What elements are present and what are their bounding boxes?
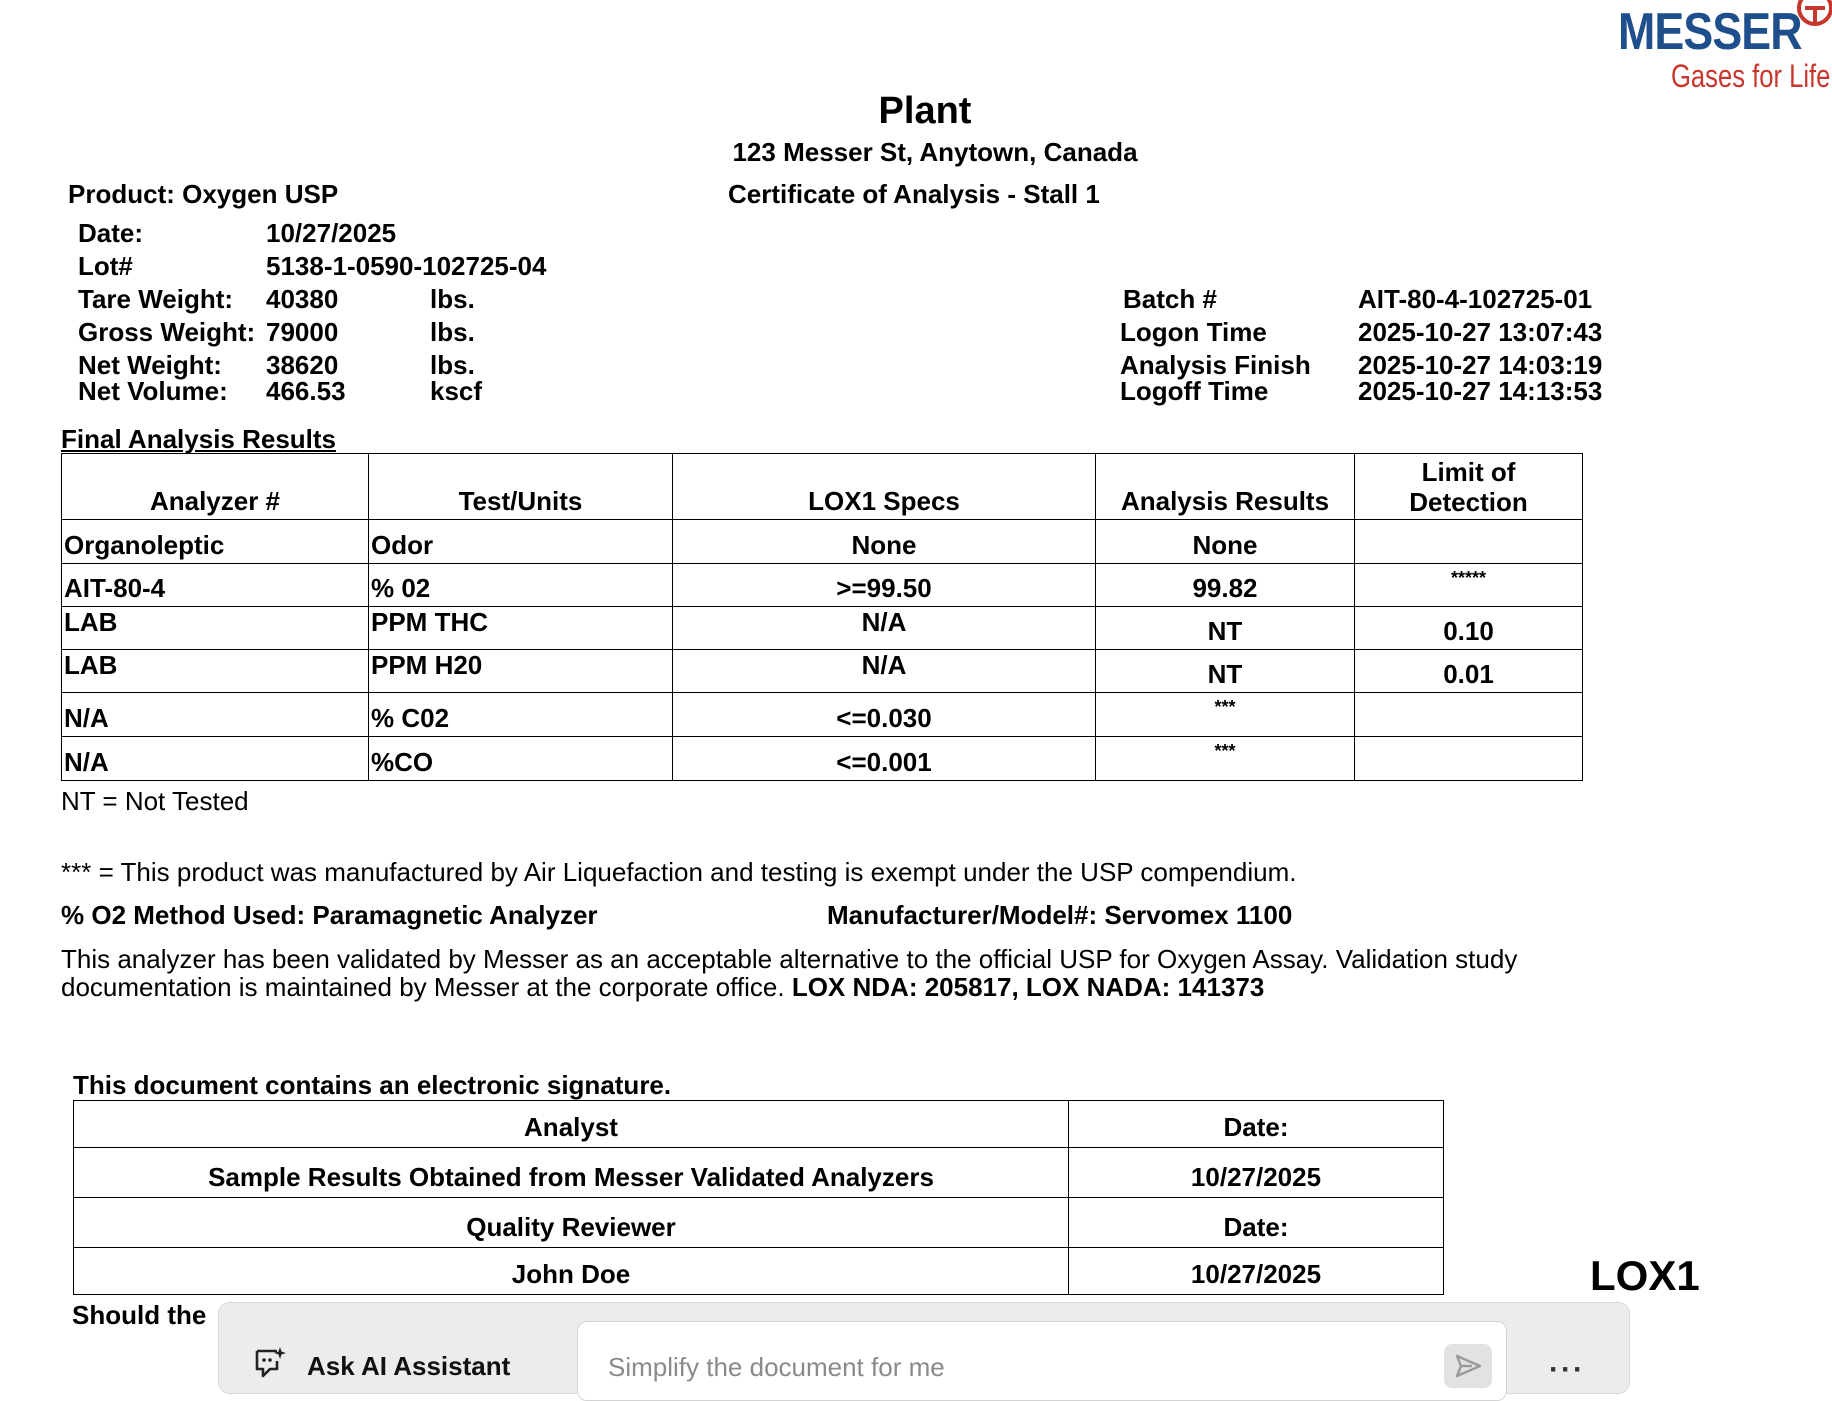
table-row <box>74 1148 1444 1198</box>
table-cell: N/A <box>62 737 369 781</box>
ai-assistant-icon[interactable] <box>253 1345 287 1379</box>
table-cell: 99.82 <box>1096 564 1355 607</box>
table-cell: %CO <box>369 737 673 781</box>
truncated-text: Should the <box>72 1300 207 1330</box>
info-unit: lbs. <box>430 284 475 314</box>
table-cell: Sample Results Obtained from Messer Validated Analyzers <box>74 1148 1069 1198</box>
info-label: Logoff Time <box>1120 376 1269 406</box>
table-cell: LAB <box>62 607 369 650</box>
manufacturer-model: Manufacturer/Model#: Servomex 1100 <box>827 900 1293 930</box>
table-cell: John Doe <box>74 1248 1069 1295</box>
table-cell: *** <box>1096 693 1355 737</box>
info-value: 2025-10-27 14:03:19 <box>1358 350 1603 380</box>
table-cell: AIT-80-4 <box>62 564 369 607</box>
table-row <box>62 564 1583 607</box>
logo-tagline: Gases for Life <box>1671 58 1831 94</box>
table-row <box>62 693 1583 737</box>
table-cell <box>1355 520 1583 564</box>
product-line: Product: Oxygen USP <box>68 179 339 209</box>
nda-numbers: LOX NDA: 205817, LOX NADA: 141373 <box>791 972 1265 1002</box>
table-cell: <=0.030 <box>673 693 1096 737</box>
info-value: 5138-1-0590-102725-04 <box>266 251 547 281</box>
table-cell: N/A <box>62 693 369 737</box>
ai-prompt-input[interactable] <box>577 1321 1507 1401</box>
table-cell: <=0.001 <box>673 737 1096 781</box>
table-row <box>74 1248 1444 1295</box>
info-value: 2025-10-27 14:13:53 <box>1358 376 1603 406</box>
results-table <box>61 453 1583 781</box>
info-unit: lbs. <box>430 317 475 347</box>
exempt-note: *** = This product was manufactured by Air Liquefaction and testing is exempt under the USP compendium. <box>61 857 1297 887</box>
table-cell: Quality Reviewer <box>74 1198 1069 1248</box>
table-cell: LAB <box>62 650 369 693</box>
info-label: Net Volume: <box>78 376 228 406</box>
table-cell: 10/27/2025 <box>1069 1148 1444 1198</box>
info-label: Batch # <box>1123 284 1217 314</box>
table-cell: % 02 <box>369 564 673 607</box>
column-header: Analysis Results <box>1096 454 1355 520</box>
info-value: 466.53 <box>266 376 346 406</box>
validation-text: documentation is maintained by Messer at the corporate office. <box>61 972 792 1002</box>
table-row <box>62 520 1583 564</box>
info-unit: kscf <box>430 376 483 406</box>
table-cell: 10/27/2025 <box>1069 1248 1444 1295</box>
send-icon <box>1444 1344 1492 1388</box>
table-cell: Organoleptic <box>62 520 369 564</box>
table-cell: % C02 <box>369 693 673 737</box>
final-analysis-title: Final Analysis Results <box>61 424 337 454</box>
info-label: Date: <box>78 218 144 248</box>
certificate-title: Certificate of Analysis - Stall 1 <box>728 179 1100 209</box>
table-header-row <box>62 454 1583 520</box>
info-value: 2025-10-27 13:07:43 <box>1358 317 1603 347</box>
plant-address: 123 Messer St, Anytown, Canada <box>732 137 1138 167</box>
table-cell: None <box>673 520 1096 564</box>
table-cell: NT <box>1096 607 1355 650</box>
lox-label: LOX1 <box>1590 1252 1700 1299</box>
send-button[interactable] <box>1444 1344 1492 1388</box>
info-label: Logon Time <box>1120 317 1267 347</box>
column-header: Test/Units <box>369 454 673 520</box>
info-value: 10/27/2025 <box>266 218 397 248</box>
ai-prompt-placeholder: Simplify the document for me <box>608 1352 945 1382</box>
table-cell: Analyst <box>74 1101 1069 1148</box>
table-cell: ***** <box>1355 564 1583 607</box>
ask-ai-assistant-button[interactable]: Ask AI Assistant <box>307 1351 511 1381</box>
signature-title: This document contains an electronic signature. <box>73 1070 672 1100</box>
messer-logo: MESSER <box>1618 3 1802 61</box>
method-used: % O2 Method Used: Paramagnetic Analyzer <box>61 900 598 930</box>
table-cell: Odor <box>369 520 673 564</box>
table-cell: >=99.50 <box>673 564 1096 607</box>
info-label: Net Weight: <box>78 350 222 380</box>
table-cell: 0.01 <box>1355 650 1583 693</box>
nt-note: NT = Not Tested <box>61 786 249 816</box>
column-header: Analyzer # <box>62 454 369 520</box>
validation-text-line2 <box>61 972 1264 1003</box>
table-cell: Date: <box>1069 1101 1444 1148</box>
info-label: Tare Weight: <box>78 284 234 314</box>
table-row <box>62 607 1583 650</box>
info-value: 40380 <box>266 284 339 314</box>
table-row <box>74 1101 1444 1148</box>
table-row <box>62 737 1583 781</box>
info-value: 38620 <box>266 350 339 380</box>
table-cell: N/A <box>673 607 1096 650</box>
table-cell: *** <box>1096 737 1355 781</box>
column-header: LOX1 Specs <box>673 454 1096 520</box>
info-label: Lot# <box>78 251 133 281</box>
info-label: Gross Weight: <box>78 317 256 347</box>
table-cell <box>1355 737 1583 781</box>
table-cell: None <box>1096 520 1355 564</box>
table-cell: PPM H20 <box>369 650 673 693</box>
table-cell: 0.10 <box>1355 607 1583 650</box>
ai-assistant-bar <box>218 1302 1630 1394</box>
column-header-line: Detection <box>1409 486 1528 517</box>
column-header-limit <box>1355 454 1583 520</box>
messer-logo-mark-icon <box>1795 0 1832 28</box>
column-header-line: Limit of <box>1421 456 1516 487</box>
info-value: 79000 <box>266 317 339 347</box>
table-row <box>62 650 1583 693</box>
more-options-button[interactable]: ··· <box>1549 1353 1585 1386</box>
table-row <box>74 1198 1444 1248</box>
plant-title: Plant <box>878 90 972 132</box>
table-cell <box>1355 693 1583 737</box>
info-value: AIT-80-4-102725-01 <box>1358 284 1593 314</box>
table-cell: NT <box>1096 650 1355 693</box>
validation-text-line1: This analyzer has been validated by Messer as an acceptable alternative to the official USP for Oxygen Assay. Validation study <box>61 944 1518 974</box>
info-label: Analysis Finish <box>1120 350 1311 380</box>
table-cell: Date: <box>1069 1198 1444 1248</box>
signature-table <box>73 1100 1444 1295</box>
table-cell: N/A <box>673 650 1096 693</box>
info-unit: lbs. <box>430 350 475 380</box>
table-cell: PPM THC <box>369 607 673 650</box>
